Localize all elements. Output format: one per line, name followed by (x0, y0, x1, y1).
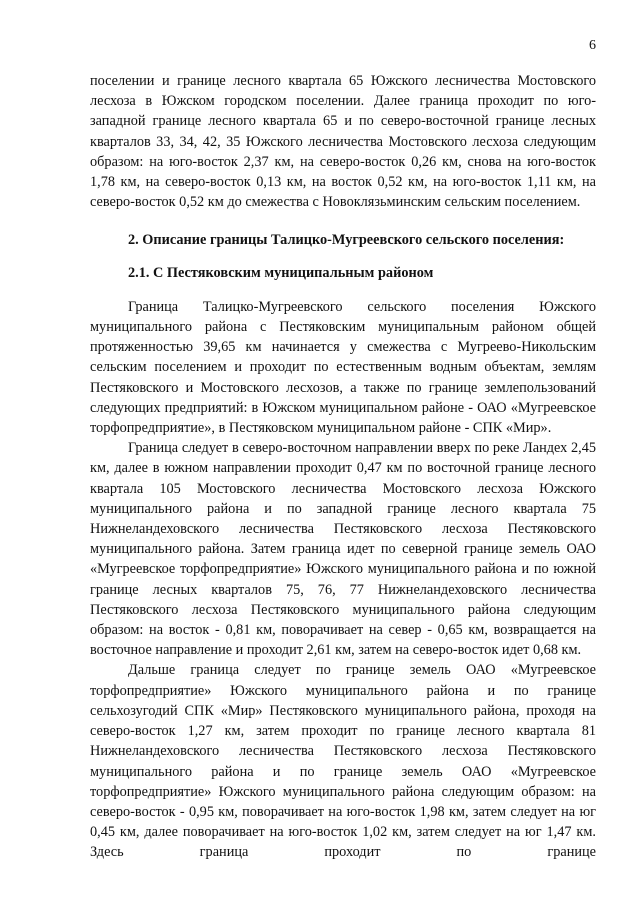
section-heading: 2. Описание границы Талицко-Мугреевского сельского поселения: (128, 232, 565, 249)
subsection-heading: 2.1. С Пестяковским муниципальным районом (128, 264, 434, 281)
document-body (90, 71, 596, 863)
paragraph-continuation: поселении и границе лесного квартала 65 Южского лесничества Мостовского лесхоза в Южском городском поселении. Далее граница проходит по юго-западной границе лесного квартала 65 и по северо-восточной границе лесных кварталов 33, 34, 42, 35 Южского лесничества Мостовского лесхоза следующим образом: на юго-восток 2,37 км, на северо-восток 0,26 км, снова на юго-восток 1,78 км, на северо-восток 0,13 км, на восток 0,52 км, на юго-восток 1,11 км, на северо-восток 0,52 км до смежества с Новоклязьминским сельским поселением. (90, 73, 596, 211)
paragraph-boundary-route-2: Дальше граница следует по границе земель ОАО «Мугреевское торфопредприятие» Южского муниципального района и по границе сельхозугодий СПК «Мир» Пестяковского муниципального района, проходя на северо-восток 1,27 км, затем проходит по границе лесного квартала 81 Нижнеландеховского лесничества Пестяковского лесхоза Пестяковского муниципального района и по границе земель ОАО «Мугреевское торфопредприятие» Южского муниципального района следующим образом: на северо-восток - 0,95 км, поворачивает на юго-восток 1,98 км, затем следует на юг 0,45 км, далее поворачивает на юго-восток 1,02 км, затем следует на юг 1,47 км. Здесь граница проходит по границе (90, 662, 596, 861)
page-number: 6 (589, 38, 596, 53)
paragraph-boundary-overview: Граница Талицко-Мугреевского сельского поселения Южского муниципального района с Пестяковским муниципальным районом общей протяженностью 39,65 км начинается у смежества с Мугреево-Никольским сельским поселением и проходит по естественным водным объектам, землям Пестяковского и Мостовского лесхозов, а также по границе землепользований следующих предприятий: в Южском муниципальном районе - ОАО «Мугреевское торфопредприятие», в Пестяковском муниципальном районе - СПК «Мир». (90, 298, 596, 437)
paragraph-boundary-route-1: Граница следует в северо-восточном направлении вверх по реке Ландех 2,45 км, далее в южном направлении проходит 0,47 км по восточной границе лесного квартала 105 Мостовского лесничества Мостовского лесхоза Южского муниципального района и по западной границе лесного квартала 75 Нижнеландеховского лесничества Пестяковского лесхоза Пестяковского муниципального района. Затем граница идет по северной границе земель ОАО «Мугреевское торфопредприятие» Южского муниципального района и по южной границе лесных кварталов 75, 76, 77 Нижнеландеховского лесничества Пестяковского лесхоза Пестяковского муниципального района следующим образом: на восток - 0,81 км, поворачивает на север - 0,65 км, возвращается на восточное направление и проходит 2,61 км, затем на северо-восток идет 0,68 км. (90, 440, 596, 659)
